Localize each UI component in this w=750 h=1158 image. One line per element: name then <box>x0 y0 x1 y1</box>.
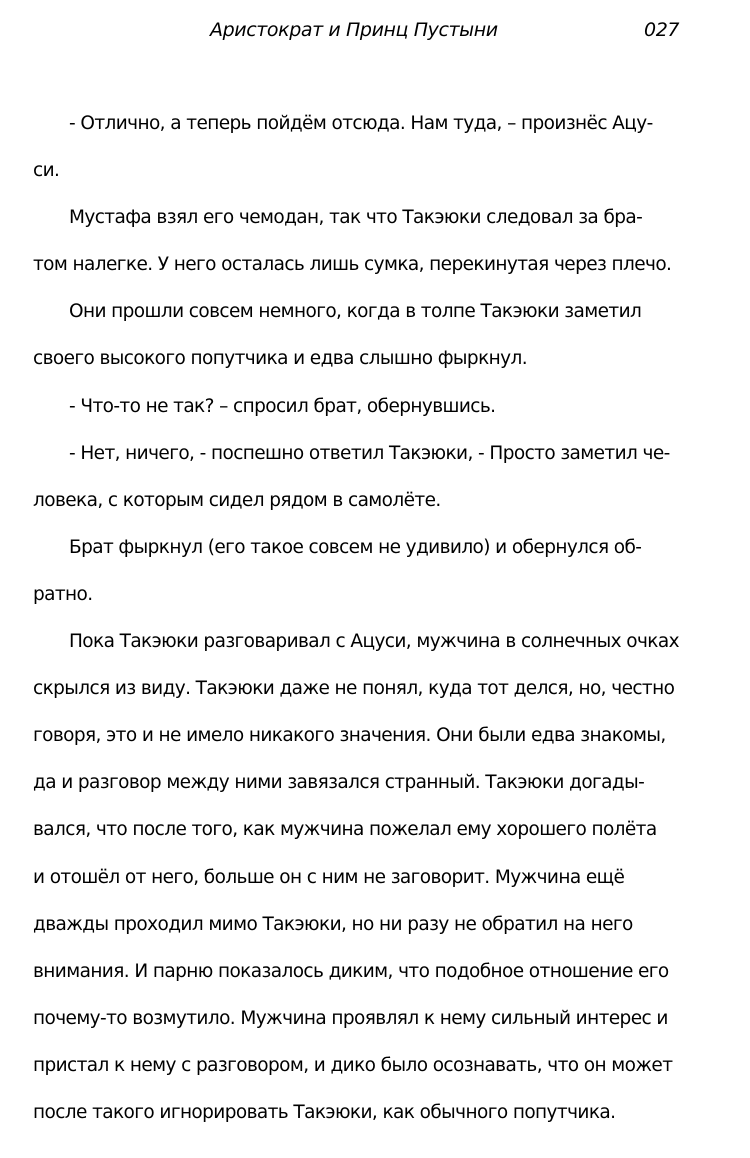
running-header-title: Аристократ и Принц Пустыни <box>210 19 498 41</box>
text-line: - Отлично, а теперь пойдём отсюда. Нам туда, – произнёс Ацу- <box>69 113 653 134</box>
text-line: вался, что после того, как мужчина пожелал ему хорошего полёта <box>33 819 657 841</box>
body-text <box>33 100 743 1136</box>
text-line: и отошёл от него, больше он с ним не заговорит. Мужчина ещё <box>33 866 625 888</box>
text-line: ратно. <box>33 583 93 605</box>
text-line: после такого игнорировать Такэюки, как обычного попутчика. <box>33 1101 616 1123</box>
text-line: - Что-то не так? – спросил брат, обернувшись. <box>69 395 496 417</box>
text-line: - Нет, ничего, - поспешно ответил Такэюки, - Просто заметил че- <box>69 442 670 464</box>
text-line: да и разговор между ними завязался странный. Такэюки догады- <box>33 772 645 794</box>
text-line: Они прошли совсем немного, когда в толпе Такэюки заметил <box>69 301 642 323</box>
text-line: внимания. И парню показалось диким, что подобное отношение его <box>33 960 669 982</box>
text-line: ловека, с которым сидел рядом в самолёте. <box>33 489 441 511</box>
text-line: пристал к нему с разговором, и дико было осознавать, что он может <box>33 1054 673 1076</box>
text-line: си. <box>33 160 60 182</box>
text-line: своего высокого попутчика и едва слышно фыркнул. <box>33 348 527 370</box>
text-line: почему-то возмутило. Мужчина проявлял к нему сильный интерес и <box>33 1007 668 1029</box>
text-line: Мустафа взял его чемодан, так что Такэюки следовал за бра- <box>69 207 643 229</box>
page-number: 027 <box>644 19 680 41</box>
text-line: говоря, это и не имело никакого значения. Они были едва знакомы, <box>33 725 666 747</box>
text-line: том налегке. У него осталась лишь сумка, перекинутая через плечо. <box>33 254 672 276</box>
text-line: дважды проходил мимо Такэюки, но ни разу не обратил на него <box>33 913 633 935</box>
text-line: Брат фыркнул (его такое совсем не удивило) и обернулся об- <box>69 536 642 558</box>
text-line: Пока Такэюки разговаривал с Ацуси, мужчина в солнечных очках <box>69 631 679 653</box>
text-line: скрылся из виду. Такэюки даже не понял, куда тот делся, но, честно <box>33 678 675 700</box>
